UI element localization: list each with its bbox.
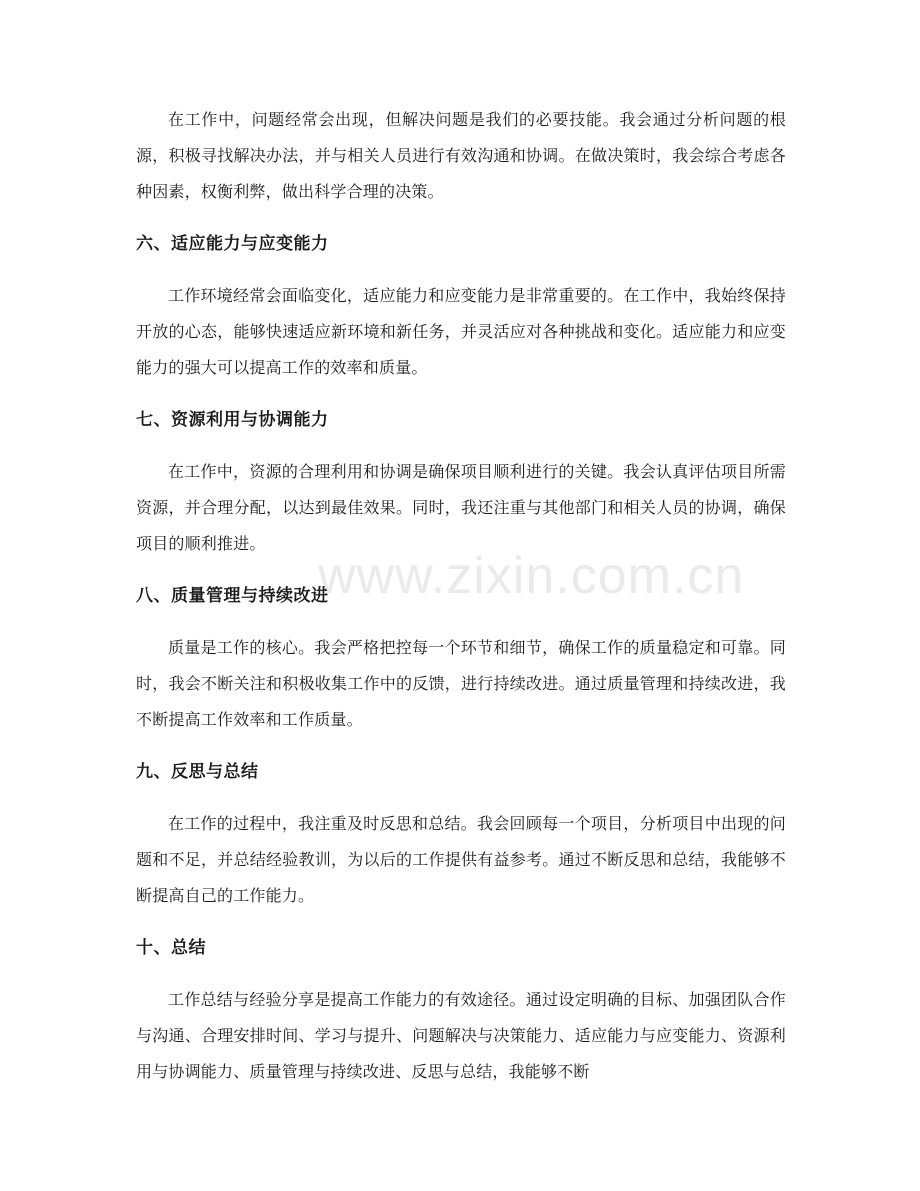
heading-resource-coordination: 七、资源利用与协调能力	[136, 410, 329, 430]
heading-summary: 十、总结	[136, 938, 206, 958]
paragraph-resource-coordination: 在工作中，资源的合理利用和协调是确保项目顺利进行的关键。我会认真评估项目所需资源，并合理分配，以达到最佳效果。同时，我还注重与其他部门和相关人员的协调，确保项目的顺利推进。	[136, 462, 786, 553]
paragraph-reflection: 在工作的过程中，我注重及时反思和总结。我会回顾每一个项目，分析项目中出现的问题和不足，并总结经验教训，为以后的工作提供有益参考。通过不断反思和总结，我能够不断提高自己的工作能力。	[136, 814, 786, 905]
document-body	[136, 102, 786, 1090]
heading-reflection: 九、反思与总结	[136, 762, 259, 782]
watermark: www.zixin.com.cn	[318, 547, 745, 605]
paragraph-summary: 工作总结与经验分享是提高工作能力的有效途径。通过设定明确的目标、加强团队合作与沟通、合理安排时间、学习与提升、问题解决与决策能力、适应能力与应变能力、资源利用与协调能力、质量管理与持续改进、反思与总结，我能够不断	[136, 990, 786, 1081]
paragraph-problem-solving: 在工作中，问题经常会出现，但解决问题是我们的必要技能。我会通过分析问题的根源，积极寻找解决办法，并与相关人员进行有效沟通和协调。在做决策时，我会综合考虑各种因素，权衡利弊，做出科学合理的决策。	[136, 110, 786, 201]
paragraph-adaptability: 工作环境经常会面临变化，适应能力和应变能力是非常重要的。在工作中，我始终保持开放的心态，能够快速适应新环境和新任务，并灵活应对各种挑战和变化。适应能力和应变能力的强大可以提高工作的效率和质量。	[136, 286, 786, 377]
paragraph-quality-management: 质量是工作的核心。我会严格把控每一个环节和细节，确保工作的质量稳定和可靠。同时，我会不断关注和积极收集工作中的反馈，进行持续改进。通过质量管理和持续改进，我不断提高工作效率和工作质量。	[136, 638, 786, 729]
heading-adaptability: 六、适应能力与应变能力	[136, 234, 329, 254]
heading-quality-management: 八、质量管理与持续改进	[136, 586, 329, 606]
